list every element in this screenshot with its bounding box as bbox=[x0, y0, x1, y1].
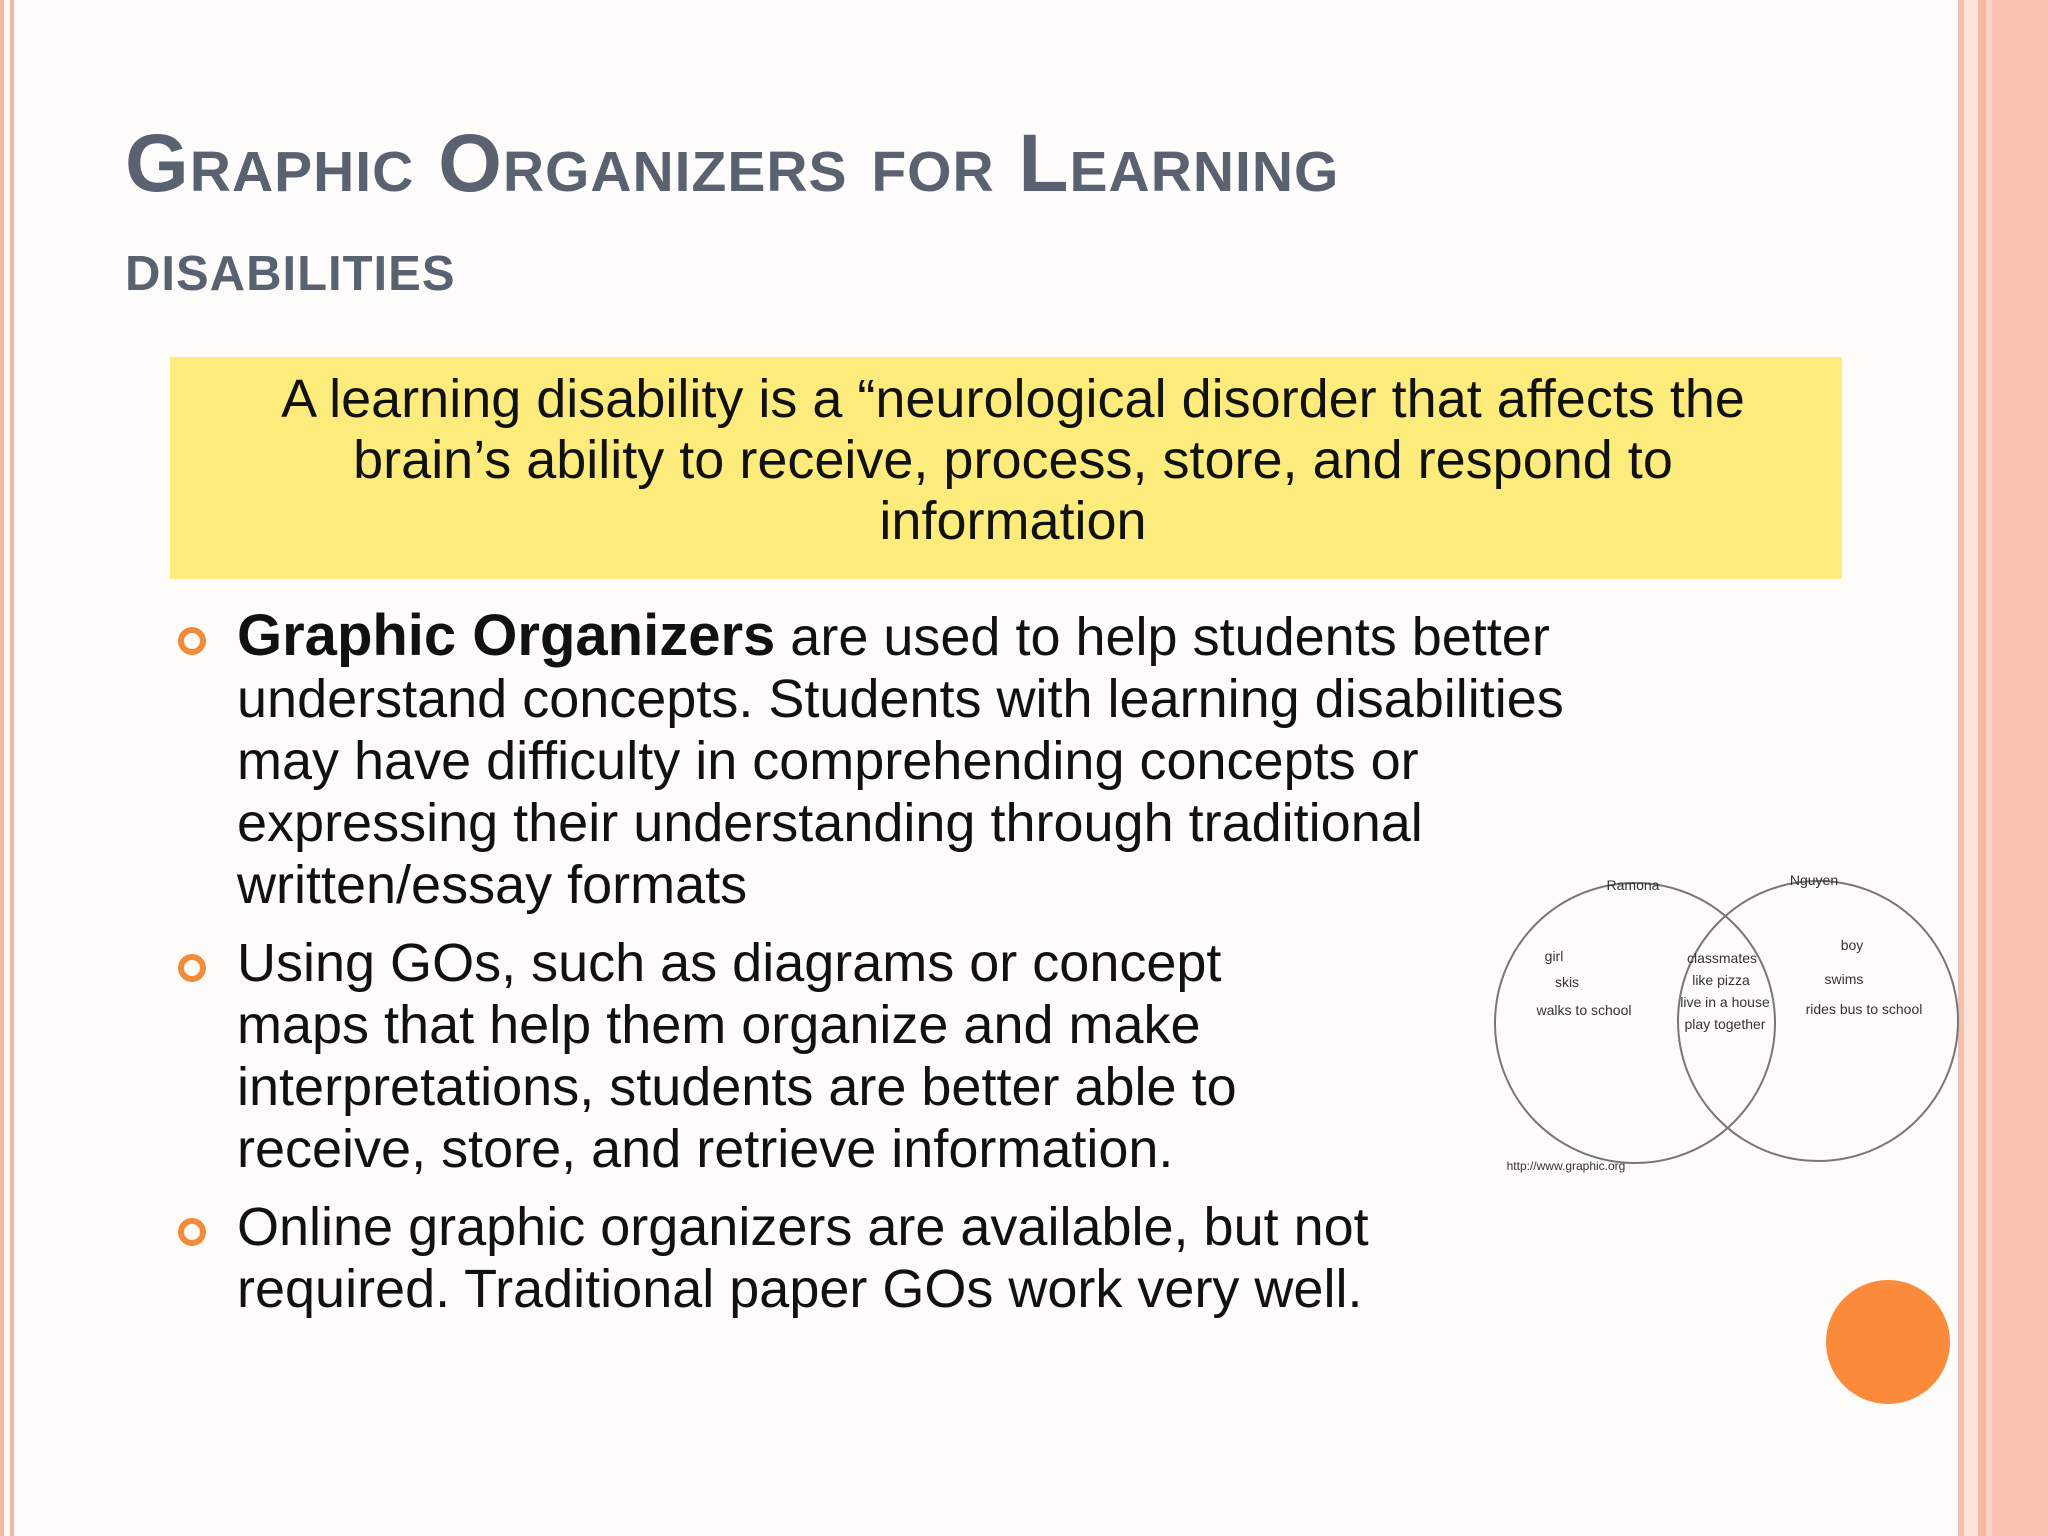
bullet-item bbox=[170, 1196, 1570, 1320]
bullet-bold-term: Graphic Organizers bbox=[237, 603, 776, 668]
title-line-2: disabilities bbox=[125, 227, 456, 305]
right-border-stripe bbox=[1992, 0, 2048, 1536]
venn-right-item: rides bus to school bbox=[1805, 1001, 1923, 1017]
venn-left-item: skis bbox=[1554, 974, 1580, 990]
venn-center-item: like pizza bbox=[1692, 972, 1750, 988]
title-line-1: Graphic Organizers for Learning bbox=[125, 118, 1340, 209]
venn-diagram bbox=[1488, 858, 1968, 1178]
venn-left-item: walks to school bbox=[1536, 1002, 1632, 1018]
bullet-list bbox=[170, 605, 1570, 1336]
bullet-text: Online graphic organizers are available, but not required. Traditional paper GOs work very well. bbox=[237, 1197, 1369, 1319]
right-border-stripe bbox=[1978, 0, 1986, 1536]
venn-left-item: girl bbox=[1544, 948, 1564, 964]
bullet-item bbox=[170, 605, 1570, 916]
decorative-orange-circle bbox=[1826, 1280, 1950, 1404]
venn-center-item: live in a house bbox=[1680, 994, 1770, 1010]
bullet-body: are used to help students better understand concepts. Students with learning disabilities may have difficulty in comprehending concepts or expressing their understanding through traditional written/essay formats bbox=[237, 607, 1564, 915]
bullet-text: Using GOs, such as diagrams or concept maps that help them organize and make interpretations, students are better able to receive, store, and retrieve information. bbox=[237, 933, 1237, 1179]
right-border-stripe bbox=[1964, 0, 1978, 1536]
venn-left-label: Ramona bbox=[1606, 877, 1660, 893]
definition-text: A learning disability is a “neurological disorder that affects the brain’s ability to receive, process, store, and respond to information bbox=[281, 369, 1745, 551]
definition-box bbox=[170, 357, 1842, 579]
venn-center-item: play together bbox=[1684, 1016, 1766, 1032]
venn-right-item: swims bbox=[1824, 971, 1864, 987]
bullet-ring-icon bbox=[178, 954, 206, 982]
slide-title bbox=[125, 108, 1825, 312]
bullet-ring-icon bbox=[178, 1218, 206, 1246]
bullet-item bbox=[170, 932, 1570, 1180]
venn-center-item: classmates bbox=[1686, 950, 1758, 966]
left-border-stripe bbox=[10, 0, 14, 1536]
venn-source: http://www.graphic.org bbox=[1506, 1159, 1626, 1173]
bullet-text bbox=[237, 605, 1627, 916]
left-border-stripe bbox=[0, 0, 4, 1536]
venn-right-label: Nguyen bbox=[1789, 872, 1839, 888]
venn-right-item: boy bbox=[1840, 937, 1864, 953]
bullet-ring-icon bbox=[178, 627, 206, 655]
